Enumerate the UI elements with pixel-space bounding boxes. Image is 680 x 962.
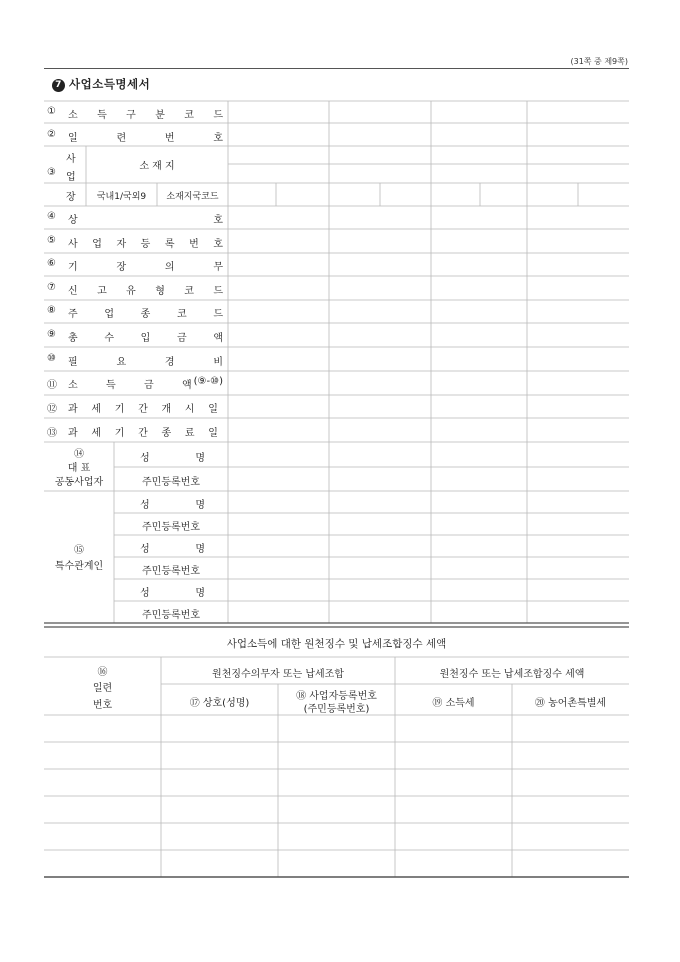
row3-char-2: 업 <box>66 172 76 183</box>
row12-label <box>68 400 218 415</box>
label-char: 필 <box>68 357 78 368</box>
row8-num: ⑧ <box>47 305 56 316</box>
row3-char-3: 장 <box>66 192 76 203</box>
row15-rrn-label-1: 주민등록번호 <box>142 522 200 533</box>
row15-name-label-2 <box>140 540 205 555</box>
group1-header: 원천징수의무자 또는 납세조합 <box>212 669 344 680</box>
row6-num: ⑥ <box>47 258 56 269</box>
label-char: 드 <box>213 286 223 297</box>
row10-num: ⑩ <box>47 353 56 364</box>
row5-label <box>68 235 223 250</box>
location-country-code-label: 소재지국코드 <box>166 192 219 202</box>
label-char: 경 <box>164 357 175 368</box>
section-title-text: 사업소득명세서 <box>69 77 151 91</box>
row11-suffix: (⑨-⑩) <box>193 376 223 387</box>
row15-num: ⑮ <box>74 545 84 556</box>
label-char: 성 <box>140 453 150 464</box>
row15-rrn-label-3: 주민등록번호 <box>142 610 200 621</box>
col18-header-line2: (주민등록번호) <box>303 704 370 715</box>
label-char: 입 <box>140 333 151 344</box>
label-char: 명 <box>195 588 205 599</box>
label-char: 수 <box>104 333 114 344</box>
sojaeji-label: 소 재 지 <box>139 161 175 172</box>
label-char: 고 <box>97 286 107 297</box>
label-char: 유 <box>126 286 136 297</box>
label-char: 기 <box>114 404 125 415</box>
row14-rrn-label: 주민등록번호 <box>142 477 200 488</box>
label-char: 구 <box>126 110 136 121</box>
row3-num: ③ <box>47 167 56 178</box>
label-char: 일 <box>68 133 78 144</box>
row2-num: ② <box>47 129 56 140</box>
label-char: 사 <box>68 239 78 250</box>
label-char: 일 <box>208 404 218 415</box>
col16-num: ⑯ <box>97 667 108 678</box>
label-char: 액 <box>213 333 223 344</box>
label-char: 호 <box>213 215 223 226</box>
label-char: 등 <box>140 239 151 250</box>
row11-label <box>68 376 192 391</box>
label-char: 련 <box>116 133 127 144</box>
label-char: 호 <box>213 133 223 144</box>
label-char: 금 <box>176 333 187 344</box>
label-char: 드 <box>213 110 223 121</box>
row9-num: ⑨ <box>47 329 56 340</box>
label-char: 일 <box>208 428 218 439</box>
label-char: 성 <box>140 588 150 599</box>
label-char: 과 <box>68 428 78 439</box>
label-char: 의 <box>164 262 175 273</box>
label-char: 코 <box>184 286 194 297</box>
row15-rrn-label-2: 주민등록번호 <box>142 566 200 577</box>
label-char: 장 <box>116 262 127 273</box>
label-char: 간 <box>138 428 148 439</box>
row14-name-label <box>140 449 205 464</box>
row4-num: ④ <box>47 211 56 222</box>
label-char: 기 <box>114 428 125 439</box>
section-number-badge: 7 <box>52 79 65 92</box>
label-char: 비 <box>213 357 223 368</box>
col16-line1: 일련 <box>92 683 113 694</box>
label-char: 종 <box>140 309 151 320</box>
row10-label <box>68 353 223 368</box>
label-char: 성 <box>140 500 150 511</box>
row8-label <box>68 305 223 320</box>
row7-label <box>68 282 223 297</box>
label-char: 명 <box>195 453 205 464</box>
label-char: 득 <box>97 110 107 121</box>
label-char: 분 <box>155 110 165 121</box>
label-char: 상 <box>68 215 78 226</box>
row15-name-label-3 <box>140 584 205 599</box>
label-char: 금 <box>143 380 154 391</box>
row14-label-a: 대 표 <box>67 463 91 474</box>
label-char: 번 <box>164 133 175 144</box>
label-char: 주 <box>68 309 78 320</box>
label-char: 명 <box>195 544 205 555</box>
row7-num: ⑦ <box>47 282 56 293</box>
page-number: (31쪽 중 제9쪽) <box>570 57 628 66</box>
label-char: 득 <box>105 380 116 391</box>
row6-label <box>68 258 223 273</box>
row1-label <box>68 106 223 121</box>
label-char: 성 <box>140 544 150 555</box>
row14-num: ⑭ <box>74 449 84 460</box>
row3-char-1: 사 <box>66 154 76 165</box>
label-char: 호 <box>213 239 223 250</box>
row2-label <box>68 129 223 144</box>
row5-num: ⑤ <box>47 235 56 246</box>
label-char: 료 <box>184 428 195 439</box>
label-char: 세 <box>91 404 102 415</box>
col19-header: ⑲ 소득세 <box>432 698 475 709</box>
label-char: 개 <box>161 404 172 415</box>
label-char: 형 <box>155 286 165 297</box>
label-char: 시 <box>184 404 195 415</box>
label-char: 과 <box>68 404 78 415</box>
row12-num: ⑫ <box>47 404 57 415</box>
label-char: 세 <box>91 428 102 439</box>
row13-num: ⑬ <box>47 428 57 439</box>
label-char: 액 <box>181 380 192 391</box>
label-char: 종 <box>161 428 172 439</box>
group2-header: 원천징수 또는 납세조합징수 세액 <box>439 669 585 680</box>
row9-label <box>68 329 223 344</box>
label-char: 명 <box>195 500 205 511</box>
withholding-table-title: 사업소득에 대한 원천징수 및 납세조합징수 세액 <box>226 638 447 650</box>
label-char: 코 <box>176 309 187 320</box>
label-char: 업 <box>104 309 114 320</box>
label-char: 드 <box>213 309 223 320</box>
label-char: 번 <box>189 239 199 250</box>
col20-header: ⑳ 농어촌특별세 <box>534 698 607 709</box>
row15-label: 특수관계인 <box>54 561 104 572</box>
label-char: 코 <box>184 110 194 121</box>
row11-label-wrap <box>68 376 223 391</box>
label-char: 신 <box>68 286 78 297</box>
domestic-foreign-label: 국내1/국외9 <box>96 192 147 202</box>
col17-header: ⑰ 상호(성명) <box>189 698 250 709</box>
label-char: 소 <box>68 110 78 121</box>
label-char: 소 <box>68 380 78 391</box>
label-char: 업 <box>92 239 102 250</box>
col18-header-line1: ⑱ 사업자등록번호 <box>296 691 377 702</box>
row11-num: ⑪ <box>47 380 57 391</box>
label-char: 기 <box>68 262 78 273</box>
label-char: 무 <box>213 262 223 273</box>
label-char: 자 <box>116 239 127 250</box>
row13-label <box>68 424 218 439</box>
col16-line2: 번호 <box>92 700 113 711</box>
row15-name-label-1 <box>140 496 205 511</box>
row1-num: ① <box>47 106 56 117</box>
label-char: 요 <box>116 357 127 368</box>
label-char: 록 <box>164 239 175 250</box>
label-char: 총 <box>68 333 78 344</box>
label-char: 간 <box>138 404 148 415</box>
row4-label <box>68 211 223 226</box>
row14-label-b: 공동사업자 <box>54 477 104 488</box>
